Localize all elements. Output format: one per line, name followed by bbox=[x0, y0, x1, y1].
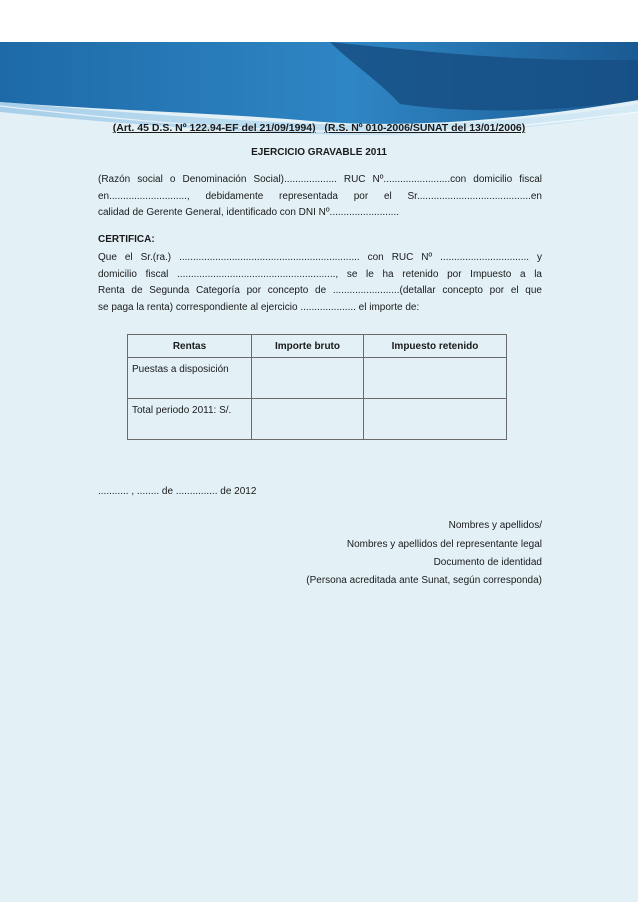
certify-paragraph bbox=[98, 250, 542, 316]
header-impuesto-retenido: Impuesto retenido bbox=[364, 335, 507, 358]
header-banner-graphic bbox=[0, 42, 638, 162]
intro-line: calidad de Gerente General, identificado con DNI Nº......................... bbox=[98, 207, 400, 218]
certify-line: se paga la renta) correspondiente al ejercicio .................... el importe de: bbox=[98, 301, 420, 313]
certify-line: Renta de Segunda Categoría por concepto de ........................(detallar concepto por el que bbox=[98, 285, 542, 296]
table-row bbox=[128, 358, 507, 399]
intro-paragraph bbox=[98, 172, 542, 222]
importe-bruto-cell bbox=[252, 399, 364, 440]
certifica-heading: CERTIFICA: bbox=[98, 234, 155, 245]
rs-reference: (R.S. Nº 010-2006/SUNAT del 13/01/2006) bbox=[324, 122, 526, 134]
signature-line: (Persona acreditada ante Sunat, según corresponda) bbox=[306, 575, 542, 586]
rentas-table bbox=[127, 334, 507, 440]
date-line: ........... , ........ de ............... de 2012 bbox=[98, 486, 257, 497]
header-importe-bruto: Importe bruto bbox=[252, 335, 364, 358]
document-page bbox=[0, 42, 638, 902]
impuesto-retenido-cell bbox=[364, 399, 507, 440]
table-header-row bbox=[128, 335, 507, 358]
table-row bbox=[128, 399, 507, 440]
row-label-puestas: Puestas a disposición bbox=[128, 358, 252, 399]
intro-line: en............................, debidamente representada por el Sr.........................................en bbox=[98, 190, 542, 202]
document-title: EJERCICIO GRAVABLE 2011 bbox=[251, 147, 387, 158]
certify-line: Que el Sr.(ra.) ................................................................. con RUC Nº ................................ y bbox=[98, 252, 542, 263]
impuesto-retenido-cell bbox=[364, 358, 507, 399]
signature-line: Documento de identidad bbox=[433, 557, 542, 568]
intro-line: (Razón social o Denominación Social)................... RUC Nº........................con domicilio fiscal bbox=[98, 174, 542, 185]
certify-line: domicilio fiscal ........................................................., se le ha retenido por Impuesto a la bbox=[98, 268, 542, 280]
signature-line: Nombres y apellidos/ bbox=[448, 520, 542, 531]
legal-reference-header bbox=[0, 122, 638, 134]
header-rentas: Rentas bbox=[128, 335, 252, 358]
art-reference: (Art. 45 D.S. Nº 122.94-EF del 21/09/1994) bbox=[112, 122, 316, 134]
signature-line: Nombres y apellidos del representante legal bbox=[346, 539, 542, 550]
importe-bruto-cell bbox=[252, 358, 364, 399]
row-label-total: Total periodo 2011: S/. bbox=[128, 399, 252, 440]
